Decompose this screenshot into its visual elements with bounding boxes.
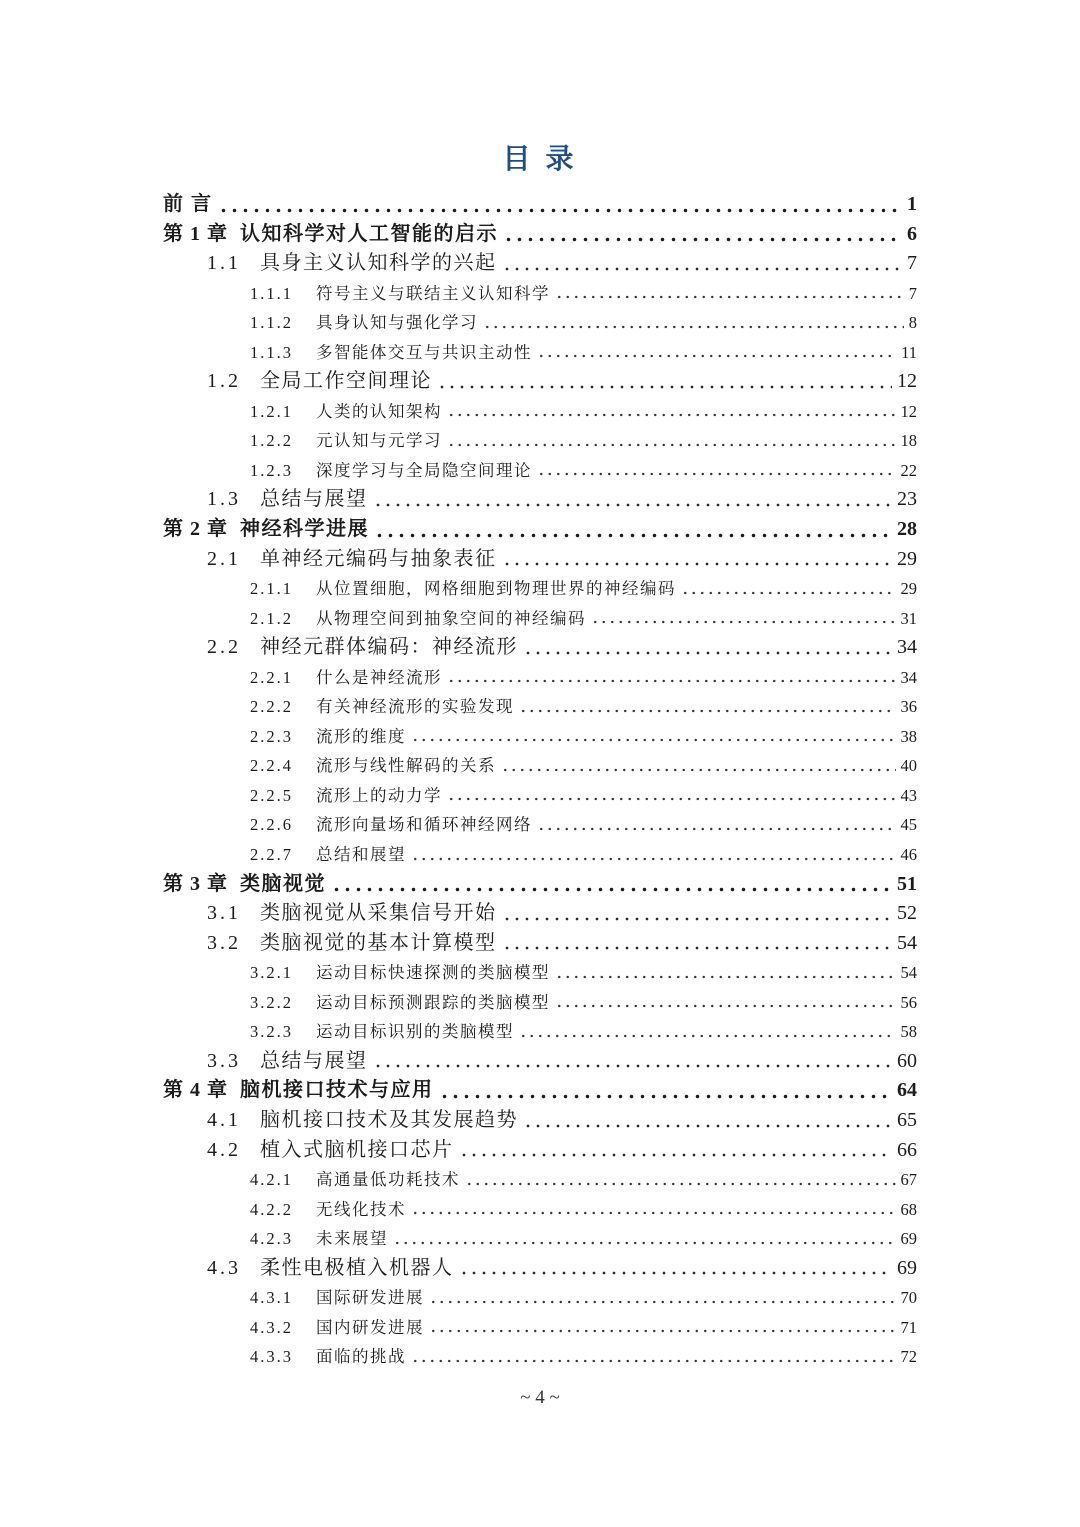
entry-title: 未来展望 bbox=[316, 1229, 388, 1249]
dot-leader bbox=[502, 946, 893, 950]
page-number: 36 bbox=[900, 697, 917, 717]
entry-number: 第 2 章 bbox=[163, 518, 228, 541]
entry-number: 2.2.5 bbox=[250, 785, 293, 805]
entry-number: 2.2.7 bbox=[250, 845, 293, 865]
dot-leader bbox=[459, 1271, 893, 1275]
page-number: 38 bbox=[900, 726, 917, 746]
entry-title: 运动目标识别的类脑模型 bbox=[316, 1022, 514, 1042]
subsection-entry bbox=[163, 1313, 917, 1343]
page-number: 60 bbox=[897, 1049, 917, 1072]
entry-number: 4.2 bbox=[207, 1138, 241, 1161]
page-number: 29 bbox=[897, 547, 917, 570]
entry-number: 4.2.3 bbox=[250, 1229, 293, 1249]
chapter-entry bbox=[163, 1076, 917, 1106]
page-number: 6 bbox=[907, 222, 917, 245]
dot-leader bbox=[519, 709, 896, 713]
dot-leader bbox=[502, 562, 893, 566]
dot-leader bbox=[331, 887, 892, 892]
entry-title: 人类的认知架构 bbox=[316, 401, 442, 421]
page-number: 46 bbox=[900, 845, 917, 865]
subsection-entry bbox=[163, 338, 917, 368]
subsection-entry bbox=[163, 1224, 917, 1254]
entry-number: 2.2.2 bbox=[250, 697, 293, 717]
section-entry bbox=[163, 1254, 917, 1284]
entry-number: 1.1.2 bbox=[250, 313, 293, 333]
page-number: 12 bbox=[900, 401, 917, 421]
entry-title: 单神经元编码与抽象表征 bbox=[260, 547, 497, 570]
dot-leader bbox=[447, 679, 896, 683]
page-number: 7 bbox=[908, 283, 917, 303]
entry-number: 1.2.1 bbox=[250, 401, 293, 421]
entry-number: 2.2.1 bbox=[250, 667, 293, 687]
entry-number: 第 4 章 bbox=[163, 1079, 228, 1102]
page-number: 31 bbox=[900, 608, 917, 628]
entry-title: 脑机接口技术与应用 bbox=[240, 1079, 434, 1102]
entry-title: 全局工作空间理论 bbox=[260, 370, 432, 393]
section-entry bbox=[163, 899, 917, 929]
subsection-entry bbox=[163, 1342, 917, 1372]
entry-number: 4.1 bbox=[207, 1108, 241, 1131]
entry-title: 面临的挑战 bbox=[316, 1347, 406, 1367]
section-entry bbox=[163, 367, 917, 397]
entry-number: 2.1 bbox=[207, 547, 241, 570]
dot-leader bbox=[373, 1064, 893, 1068]
page-number: 72 bbox=[900, 1347, 917, 1367]
subsection-entry bbox=[163, 1017, 917, 1047]
dot-leader bbox=[393, 1241, 896, 1245]
page-number: 51 bbox=[897, 872, 917, 895]
entry-number: 4.2.2 bbox=[250, 1199, 293, 1219]
entry-number: 4.3 bbox=[207, 1256, 241, 1279]
entry-title: 神经元群体编码：神经流形 bbox=[260, 636, 518, 659]
page-number: 22 bbox=[900, 460, 917, 480]
dot-leader bbox=[465, 1182, 896, 1186]
dot-leader bbox=[411, 738, 896, 742]
page-number: 8 bbox=[908, 313, 917, 333]
entry-number: 2.1.2 bbox=[250, 608, 293, 628]
dot-leader bbox=[502, 267, 903, 271]
dot-leader bbox=[447, 413, 896, 417]
entry-title: 流形上的动力学 bbox=[316, 785, 442, 805]
chapter-entry bbox=[163, 515, 917, 545]
page-number: 23 bbox=[897, 488, 917, 511]
dot-leader bbox=[447, 797, 896, 801]
entry-number: 4.3.1 bbox=[250, 1288, 293, 1308]
page-number: 56 bbox=[900, 992, 917, 1012]
entry-title: 运动目标快速探测的类脑模型 bbox=[316, 963, 550, 983]
entry-number: 2.2.4 bbox=[250, 756, 293, 776]
page-number: 34 bbox=[900, 667, 917, 687]
dot-leader bbox=[437, 385, 892, 389]
entry-title: 从物理空间到抽象空间的神经编码 bbox=[316, 608, 586, 628]
entry-number: 1.1.3 bbox=[250, 342, 293, 362]
entry-number: 2.2 bbox=[207, 636, 241, 659]
dot-leader bbox=[411, 857, 896, 861]
entry-number: 1.2 bbox=[207, 370, 241, 393]
dot-leader bbox=[523, 1124, 892, 1128]
entry-number: 1.1 bbox=[207, 252, 241, 275]
entry-title: 脑机接口技术及其发展趋势 bbox=[260, 1108, 518, 1131]
page-number: 64 bbox=[897, 1079, 917, 1102]
entry-number: 第 3 章 bbox=[163, 872, 228, 895]
page-number: 29 bbox=[900, 579, 917, 599]
page-number: 7 bbox=[907, 252, 917, 275]
entry-title: 流形与线性解码的关系 bbox=[316, 756, 496, 776]
dot-leader bbox=[429, 1329, 896, 1333]
entry-number: 第 1 章 bbox=[163, 222, 228, 245]
dot-leader bbox=[501, 768, 896, 772]
page-number: 69 bbox=[900, 1229, 917, 1249]
entry-number: 2.2.6 bbox=[250, 815, 293, 835]
entry-number: 3.2 bbox=[207, 931, 241, 954]
subsection-entry bbox=[163, 279, 917, 309]
page-number: 58 bbox=[900, 1022, 917, 1042]
dot-leader bbox=[537, 354, 896, 358]
entry-title: 流形向量场和循环神经网络 bbox=[316, 815, 532, 835]
subsection-entry bbox=[163, 1195, 917, 1225]
dot-leader bbox=[447, 443, 896, 447]
dot-leader bbox=[373, 503, 893, 507]
entry-title: 前 言 bbox=[163, 193, 213, 215]
subsection-entry bbox=[163, 456, 917, 486]
subsection-entry bbox=[163, 1283, 917, 1313]
chapter-entry bbox=[163, 220, 917, 250]
subsection-entry bbox=[163, 722, 917, 752]
section-entry bbox=[163, 633, 917, 663]
page-number: 52 bbox=[897, 902, 917, 925]
entry-number: 1.2.2 bbox=[250, 431, 293, 451]
section-entry bbox=[163, 249, 917, 279]
entry-title: 总结和展望 bbox=[316, 845, 406, 865]
entry-title: 认知科学对人工智能的启示 bbox=[240, 222, 498, 245]
section-entry bbox=[163, 929, 917, 959]
section-entry bbox=[163, 1047, 917, 1077]
subsection-entry bbox=[163, 988, 917, 1018]
entry-title: 高通量低功耗技术 bbox=[316, 1170, 460, 1190]
entry-number: 3.2.2 bbox=[250, 992, 293, 1012]
entry-title: 类脑视觉 bbox=[240, 872, 326, 895]
subsection-entry bbox=[163, 840, 917, 870]
entry-number: 3.2.1 bbox=[250, 963, 293, 983]
entry-title: 总结与展望 bbox=[260, 488, 368, 511]
subsection-entry bbox=[163, 397, 917, 427]
subsection-entry bbox=[163, 574, 917, 604]
page-title: 目 录 bbox=[502, 144, 578, 175]
entry-number: 3.1 bbox=[207, 902, 241, 925]
dot-leader bbox=[537, 827, 896, 831]
subsection-entry bbox=[163, 426, 917, 456]
entry-title: 总结与展望 bbox=[260, 1049, 368, 1072]
entry-number: 4.3.2 bbox=[250, 1317, 293, 1337]
page-number: 34 bbox=[897, 636, 917, 659]
page-number: 65 bbox=[897, 1108, 917, 1131]
entry-title: 类脑视觉的基本计算模型 bbox=[260, 931, 497, 954]
dot-leader bbox=[218, 208, 903, 213]
entry-number: 2.1.1 bbox=[250, 579, 293, 599]
section-entry bbox=[163, 545, 917, 575]
dot-leader bbox=[439, 1094, 893, 1099]
page-number: 71 bbox=[900, 1317, 917, 1337]
dot-leader bbox=[411, 1211, 896, 1215]
dot-leader bbox=[374, 533, 892, 538]
subsection-entry bbox=[163, 308, 917, 338]
subsection-entry bbox=[163, 604, 917, 634]
preface-entry bbox=[163, 190, 917, 220]
entry-number: 3.3 bbox=[207, 1049, 241, 1072]
subsection-entry bbox=[163, 1165, 917, 1195]
page-number: 11 bbox=[901, 342, 917, 362]
page-number: 68 bbox=[900, 1199, 917, 1219]
dot-leader bbox=[502, 917, 893, 921]
entry-number: 4.2.1 bbox=[250, 1170, 293, 1190]
page-number: 18 bbox=[900, 431, 917, 451]
subsection-entry bbox=[163, 958, 917, 988]
page-number: 70 bbox=[900, 1288, 917, 1308]
entry-number: 1.3 bbox=[207, 488, 241, 511]
section-entry bbox=[163, 1106, 917, 1136]
dot-leader bbox=[411, 1359, 896, 1363]
page-number: 45 bbox=[900, 815, 917, 835]
dot-leader bbox=[429, 1300, 896, 1304]
subsection-entry bbox=[163, 781, 917, 811]
dot-leader bbox=[523, 651, 892, 655]
page-number: 43 bbox=[900, 785, 917, 805]
entry-title: 神经科学进展 bbox=[240, 518, 369, 541]
page-number: 1 bbox=[907, 193, 917, 215]
section-entry bbox=[163, 485, 917, 515]
entry-number: 4.3.3 bbox=[250, 1347, 293, 1367]
entry-number: 3.2.3 bbox=[250, 1022, 293, 1042]
dot-leader bbox=[483, 325, 904, 329]
entry-title: 具身主义认知科学的兴起 bbox=[260, 252, 497, 275]
dot-leader bbox=[555, 1004, 896, 1008]
dot-leader bbox=[519, 1034, 896, 1038]
entry-title: 符号主义与联结主义认知科学 bbox=[316, 283, 550, 303]
entry-title: 流形的维度 bbox=[316, 726, 406, 746]
entry-title: 无线化技术 bbox=[316, 1199, 406, 1219]
section-entry bbox=[163, 1136, 917, 1166]
page-number: 66 bbox=[897, 1138, 917, 1161]
entry-title: 有关神经流形的实验发现 bbox=[316, 697, 514, 717]
entry-title: 植入式脑机接口芯片 bbox=[260, 1138, 454, 1161]
entry-title: 元认知与元学习 bbox=[316, 431, 442, 451]
entry-title: 国际研发进展 bbox=[316, 1288, 424, 1308]
page-number: 12 bbox=[897, 370, 917, 393]
dot-leader bbox=[555, 295, 904, 299]
entry-title: 什么是神经流形 bbox=[316, 667, 442, 687]
dot-leader bbox=[681, 591, 896, 595]
page-number: 67 bbox=[900, 1170, 917, 1190]
dot-leader bbox=[459, 1153, 893, 1157]
entry-number: 1.1.1 bbox=[250, 283, 293, 303]
page-number: 40 bbox=[900, 756, 917, 776]
page-number: 54 bbox=[897, 931, 917, 954]
entry-title: 多智能体交互与共识主动性 bbox=[316, 342, 532, 362]
subsection-entry bbox=[163, 663, 917, 693]
entry-number: 1.2.3 bbox=[250, 460, 293, 480]
subsection-entry bbox=[163, 751, 917, 781]
page-footer-number: ~ 4 ~ bbox=[520, 1387, 560, 1408]
entry-title: 运动目标预测跟踪的类脑模型 bbox=[316, 992, 550, 1012]
subsection-entry bbox=[163, 692, 917, 722]
dot-leader bbox=[555, 975, 896, 979]
entry-title: 国内研发进展 bbox=[316, 1317, 424, 1337]
page-number: 54 bbox=[900, 963, 917, 983]
chapter-entry bbox=[163, 870, 917, 900]
subsection-entry bbox=[163, 810, 917, 840]
entry-title: 类脑视觉从采集信号开始 bbox=[260, 902, 497, 925]
table-of-contents bbox=[163, 190, 917, 1372]
dot-leader bbox=[537, 472, 896, 476]
page-number: 69 bbox=[897, 1256, 917, 1279]
entry-title: 深度学习与全局隐空间理论 bbox=[316, 460, 532, 480]
dot-leader bbox=[591, 620, 896, 624]
entry-title: 柔性电极植入机器人 bbox=[260, 1256, 454, 1279]
entry-title: 从位置细胞，网格细胞到物理世界的神经编码 bbox=[316, 579, 676, 599]
entry-title: 具身认知与强化学习 bbox=[316, 313, 478, 333]
page-number: 28 bbox=[897, 518, 917, 541]
entry-number: 2.2.3 bbox=[250, 726, 293, 746]
dot-leader bbox=[503, 237, 902, 242]
